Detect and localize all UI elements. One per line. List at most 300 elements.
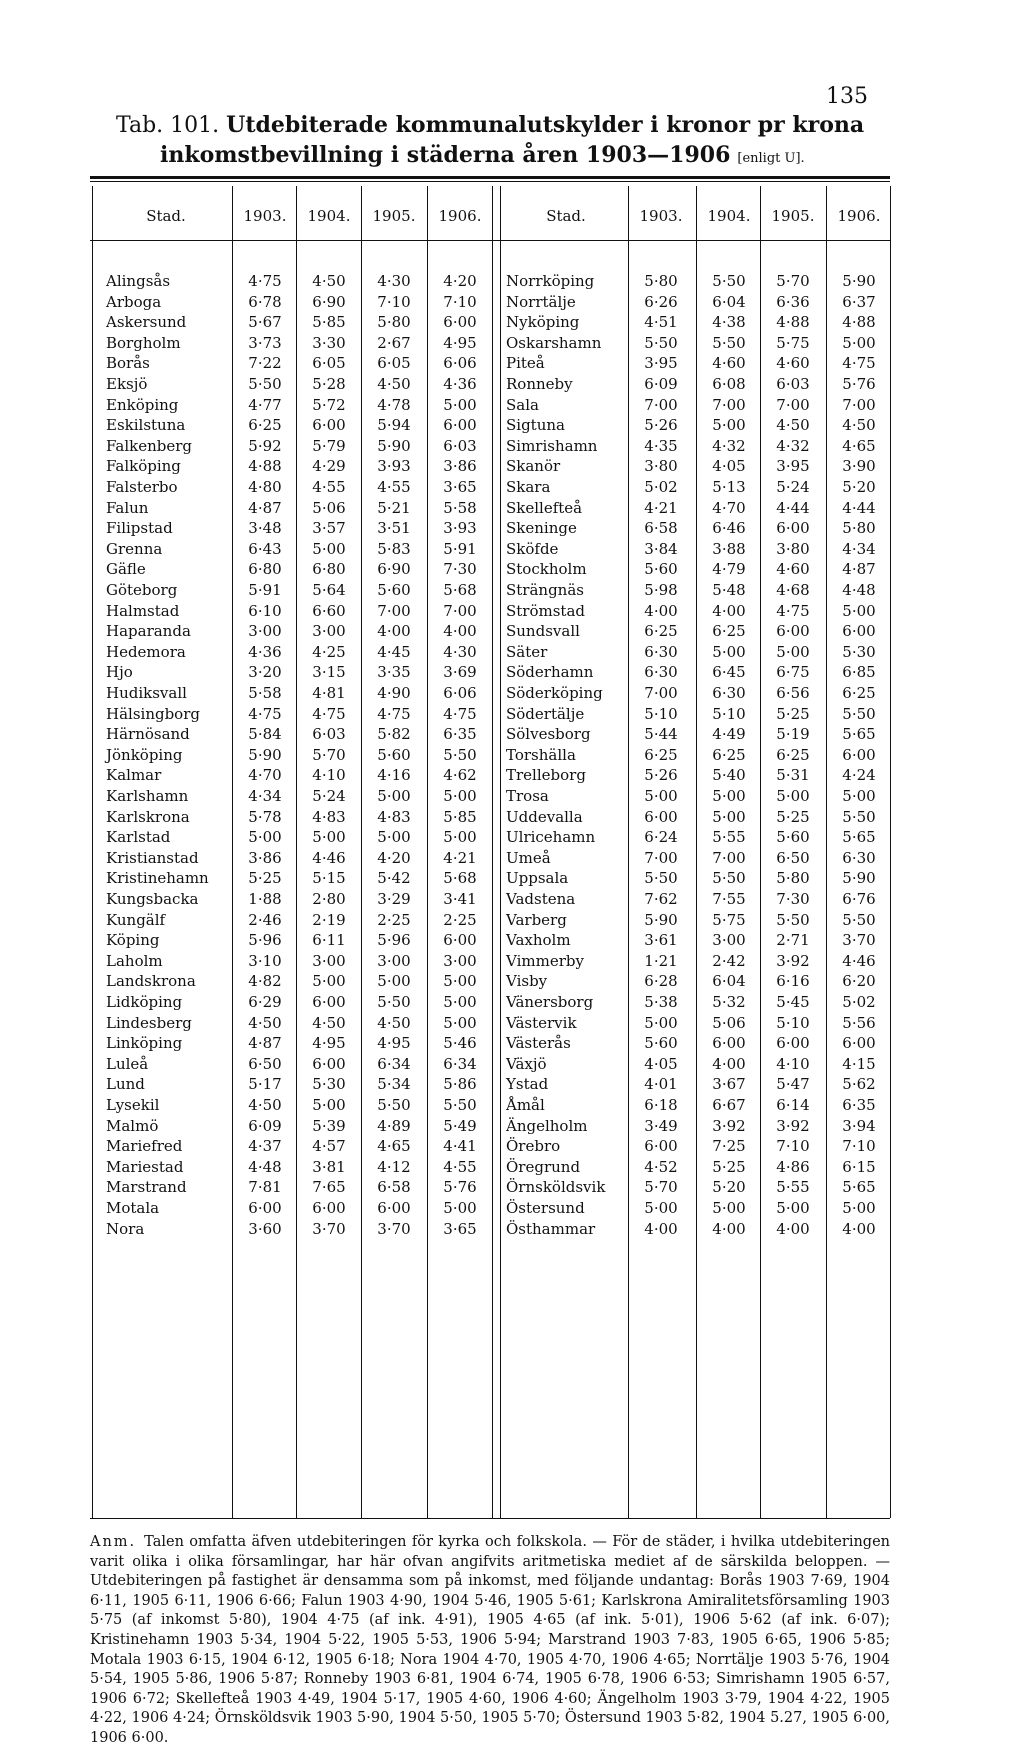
rate-value: 5·55 [776, 1178, 810, 1197]
rate-value: 5·30 [842, 642, 876, 661]
rate-value: 5·49 [443, 1116, 477, 1135]
rate-value: 4·32 [712, 436, 746, 455]
rate-value: 4·60 [776, 560, 810, 579]
rate-value: 6·20 [842, 972, 876, 991]
rate-value: 4·83 [312, 807, 346, 826]
rate-value: 4·50 [842, 416, 876, 435]
table-row [0, 499, 1024, 517]
rate-value: 5·00 [377, 787, 411, 805]
table-row [0, 1117, 1024, 1135]
footnote [90, 1533, 890, 1749]
city-name: Västervik [506, 1013, 577, 1032]
city-name: Landskrona [106, 972, 196, 991]
table-row [0, 787, 1024, 805]
rate-value: 6·09 [248, 1116, 282, 1135]
rate-value: 7·00 [712, 848, 746, 867]
rate-value: 4·44 [776, 498, 810, 517]
rate-value: 6·25 [712, 622, 746, 641]
city-name: Lysekil [106, 1096, 160, 1114]
footnote-label: Anm. [90, 1534, 137, 1550]
rate-value: 3·80 [644, 457, 678, 476]
rate-value: 4·55 [443, 1157, 477, 1176]
rate-value: 6·90 [312, 292, 346, 311]
city-name: Luleå [106, 1054, 149, 1073]
rate-value: 5·65 [842, 828, 876, 847]
rate-value: 4·38 [712, 313, 746, 332]
rate-value: 5·00 [312, 972, 346, 991]
rate-value: 1·88 [248, 890, 282, 908]
rate-value: 5·00 [712, 807, 746, 826]
rate-value: 4·88 [248, 457, 282, 476]
city-name: Umeå [506, 848, 551, 867]
rate-value: 5·00 [443, 1199, 477, 1217]
rate-value: 3·10 [248, 951, 282, 970]
city-name: Eksjö [106, 375, 148, 393]
table-row [0, 725, 1024, 743]
table-row [0, 993, 1024, 1011]
rate-value: 4·75 [443, 704, 477, 723]
rate-value: 6·25 [644, 745, 678, 764]
right-header-year: 1904. [707, 207, 751, 225]
rate-value: 3·84 [644, 539, 678, 558]
rate-value: 4·46 [842, 951, 876, 970]
rate-value: 6·76 [842, 890, 876, 908]
city-name: Askersund [106, 313, 187, 332]
city-name: Uppsala [506, 869, 569, 888]
table-row [0, 766, 1024, 784]
city-name: Filipstad [106, 519, 173, 538]
rate-value: 7·00 [842, 395, 876, 414]
rate-value: 4·81 [312, 684, 346, 702]
city-name: Mariestad [106, 1157, 184, 1176]
rate-value: 4·83 [377, 807, 411, 826]
rate-value: 4·90 [377, 684, 411, 702]
rate-value: 4·57 [312, 1137, 346, 1156]
table-row [0, 663, 1024, 681]
rate-value: 4·50 [248, 1013, 282, 1032]
rate-value: 3·57 [312, 519, 346, 538]
rate-value: 6·11 [312, 931, 346, 950]
rate-value: 2·67 [377, 333, 411, 352]
rate-value: 5·90 [377, 436, 411, 455]
rate-value: 7·00 [644, 395, 678, 414]
city-name: Skanör [506, 457, 561, 476]
rate-value: 7·30 [776, 890, 810, 908]
rate-value: 6·00 [312, 993, 346, 1011]
rate-value: 4·75 [842, 354, 876, 373]
rate-value: 5·80 [776, 869, 810, 888]
city-name: Sölvesborg [506, 725, 591, 744]
rate-value: 2·25 [443, 910, 477, 929]
table-row [0, 808, 1024, 826]
rate-value: 3·29 [377, 890, 411, 908]
city-name: Visby [506, 972, 548, 991]
table-row [0, 1220, 1024, 1238]
rate-value: 3·00 [712, 931, 746, 950]
rate-value: 5·91 [443, 539, 477, 558]
rate-value: 6·58 [644, 519, 678, 538]
city-name: Säter [506, 642, 548, 661]
rate-value: 3·60 [248, 1219, 282, 1238]
rate-value: 4·37 [248, 1137, 282, 1156]
rate-value: 4·46 [312, 848, 346, 867]
rate-value: 4·20 [377, 848, 411, 867]
rate-value: 5·39 [312, 1116, 346, 1135]
rate-value: 5·15 [312, 869, 346, 888]
rate-value: 5·78 [248, 807, 282, 826]
rate-value: 6·46 [712, 519, 746, 538]
rate-value: 5·00 [712, 416, 746, 435]
rate-value: 6·56 [776, 684, 810, 702]
city-name: Uddevalla [506, 807, 583, 826]
rate-value: 4·12 [377, 1157, 411, 1176]
rate-value: 3·86 [248, 848, 282, 867]
rate-value: 5·50 [377, 1096, 411, 1114]
rate-value: 4·79 [712, 560, 746, 579]
rate-value: 5·80 [842, 519, 876, 538]
rate-value: 3·70 [842, 931, 876, 950]
rate-value: 6·30 [644, 663, 678, 682]
rate-value: 7·30 [443, 560, 477, 579]
rate-value: 4·55 [312, 478, 346, 496]
rate-value: 4·70 [712, 498, 746, 517]
city-name: Örebro [506, 1137, 561, 1156]
rate-value: 3·94 [842, 1116, 876, 1135]
rate-value: 4·77 [248, 395, 282, 414]
rate-value: 3·51 [377, 519, 411, 538]
city-name: Falköping [106, 457, 181, 476]
rate-value: 6·06 [443, 354, 477, 373]
rate-value: 6·06 [443, 684, 477, 702]
rate-value: 4·50 [776, 416, 810, 435]
rate-value: 4·82 [248, 972, 282, 991]
rate-value: 4·95 [443, 333, 477, 352]
rate-value: 4·68 [776, 581, 810, 599]
rate-value: 6·34 [443, 1054, 477, 1073]
rate-value: 5·96 [377, 931, 411, 950]
rate-value: 3·00 [377, 951, 411, 970]
rate-value: 3·80 [776, 539, 810, 558]
city-name: Skellefteå [506, 498, 583, 517]
rate-value: 5·75 [776, 333, 810, 352]
city-name: Falkenberg [106, 436, 193, 455]
rate-value: 4·87 [248, 1034, 282, 1053]
rate-value: 7·81 [248, 1178, 282, 1197]
rate-value: 7·00 [776, 395, 810, 414]
rate-value: 3·93 [443, 519, 477, 538]
rate-value: 5·58 [248, 684, 282, 702]
rate-value: 3·73 [248, 333, 282, 352]
rate-value: 7·55 [712, 890, 746, 908]
rate-value: 4·24 [842, 766, 876, 785]
rate-value: 4·45 [377, 642, 411, 661]
rate-value: 5·60 [644, 1034, 678, 1053]
rate-value: 5·00 [842, 787, 876, 805]
left-header-year: 1903. [243, 207, 287, 225]
rate-value: 5·79 [312, 436, 346, 455]
left-header-year: 1904. [307, 207, 351, 225]
rate-value: 6·00 [712, 1034, 746, 1053]
city-name: Nyköping [506, 313, 580, 332]
rate-value: 3·30 [312, 333, 346, 352]
rate-value: 6·50 [248, 1054, 282, 1073]
table-row [0, 437, 1024, 455]
rate-value: 6·37 [842, 292, 876, 311]
rate-value: 4·75 [377, 704, 411, 723]
table-row [0, 375, 1024, 393]
city-name: Göteborg [106, 581, 178, 599]
rate-value: 5·50 [248, 375, 282, 393]
table-row [0, 622, 1024, 640]
rate-value: 5·00 [712, 642, 746, 661]
rate-value: 3·00 [248, 622, 282, 641]
rate-value: 7·65 [312, 1178, 346, 1197]
city-name: Borås [106, 354, 150, 373]
city-name: Trosa [506, 787, 549, 805]
rate-value: 4·60 [776, 354, 810, 373]
table-row [0, 416, 1024, 434]
rate-value: 6·58 [377, 1178, 411, 1197]
rate-value: 4·15 [842, 1054, 876, 1073]
rate-value: 5·00 [312, 828, 346, 847]
rate-value: 6·18 [644, 1096, 678, 1114]
table-row [0, 1014, 1024, 1032]
rate-value: 5·50 [712, 272, 746, 290]
rate-value: 5·19 [776, 725, 810, 744]
rate-value: 4·87 [248, 498, 282, 517]
table-title [116, 112, 864, 138]
rate-value: 4·70 [248, 766, 282, 785]
rate-value: 4·86 [776, 1157, 810, 1176]
city-name: Sköfde [506, 539, 559, 558]
city-name: Kalmar [106, 766, 162, 785]
city-name: Trelleborg [506, 766, 586, 785]
rate-value: 3·65 [443, 478, 477, 496]
rate-value: 7·10 [776, 1137, 810, 1156]
city-name: Linköping [106, 1034, 183, 1053]
table-row [0, 746, 1024, 764]
city-name: Malmö [106, 1116, 159, 1135]
city-name: Kristinehamn [106, 869, 209, 888]
rate-value: 3·70 [312, 1219, 346, 1238]
rate-value: 6·25 [248, 416, 282, 435]
rate-value: 5·80 [377, 313, 411, 332]
city-name: Enköping [106, 395, 179, 414]
rate-value: 4·21 [443, 848, 477, 867]
rate-value: 6·24 [644, 828, 678, 847]
table-row [0, 396, 1024, 414]
city-name: Arboga [106, 292, 162, 311]
city-name: Falun [106, 498, 149, 517]
table-number: Tab. 101. [116, 113, 220, 138]
rate-value: 6·67 [712, 1096, 746, 1114]
rate-value: 6·03 [776, 375, 810, 393]
city-name: Skara [506, 478, 551, 496]
rate-value: 3·88 [712, 539, 746, 558]
city-name: Motala [106, 1199, 160, 1217]
rate-value: 5·50 [842, 910, 876, 929]
rate-value: 5·68 [443, 581, 477, 599]
rate-value: 4·41 [443, 1137, 477, 1156]
rate-value: 5·50 [776, 910, 810, 929]
rate-value: 4·75 [248, 272, 282, 290]
rate-value: 6·34 [377, 1054, 411, 1073]
city-name: Hedemora [106, 642, 186, 661]
city-name: Hudiksvall [106, 684, 187, 702]
rate-value: 4·00 [776, 1219, 810, 1238]
rate-value: 6·03 [443, 436, 477, 455]
rate-value: 5·00 [712, 787, 746, 805]
rate-value: 5·84 [248, 725, 282, 744]
rate-value: 4·65 [377, 1137, 411, 1156]
rate-value: 7·10 [377, 292, 411, 311]
rate-value: 5·76 [443, 1178, 477, 1197]
rate-value: 6·29 [248, 993, 282, 1011]
rate-value: 5·82 [377, 725, 411, 744]
city-name: Jönköping [106, 745, 183, 764]
rate-value: 5·02 [644, 478, 678, 496]
rate-value: 5·50 [644, 333, 678, 352]
rate-value: 4·51 [644, 313, 678, 332]
table-row [0, 334, 1024, 352]
rate-value: 4·20 [443, 272, 477, 290]
rate-value: 3·92 [712, 1116, 746, 1135]
city-name: Vadstena [506, 890, 576, 908]
city-name: Gäfle [106, 560, 146, 579]
rate-value: 6·05 [312, 354, 346, 373]
rate-value: 4·95 [312, 1034, 346, 1053]
rate-value: 3·95 [644, 354, 678, 373]
rate-value: 7·00 [644, 848, 678, 867]
city-name: Östhammar [506, 1219, 596, 1238]
table-row [0, 560, 1024, 578]
rate-value: 5·00 [842, 601, 876, 620]
rate-value: 4·35 [644, 436, 678, 455]
rate-value: 2·19 [312, 910, 346, 929]
rate-value: 5·38 [644, 993, 678, 1011]
rate-value: 6·00 [312, 1054, 346, 1073]
city-name: Östersund [506, 1199, 585, 1217]
rate-value: 4·87 [842, 560, 876, 579]
rate-value: 5·00 [776, 787, 810, 805]
rate-value: 4·00 [377, 622, 411, 641]
rate-value: 5·72 [312, 395, 346, 414]
rate-value: 6·90 [377, 560, 411, 579]
city-name: Torshälla [506, 745, 576, 764]
rate-value: 5·26 [644, 416, 678, 435]
rate-value: 5·58 [443, 498, 477, 517]
city-name: Piteå [506, 354, 545, 373]
rate-value: 4·34 [248, 787, 282, 805]
city-name: Simrishamn [506, 436, 598, 455]
rate-value: 5·25 [776, 704, 810, 723]
title-line-2: inkomstbevillning i städerna åren 1903—1906 [160, 142, 731, 168]
rate-value: 3·81 [312, 1157, 346, 1176]
city-name: Växjö [506, 1054, 547, 1073]
rate-value: 5·20 [712, 1178, 746, 1197]
rate-value: 5·00 [312, 1096, 346, 1114]
rate-value: 5·70 [312, 745, 346, 764]
table-row [0, 869, 1024, 887]
rate-value: 4·25 [312, 642, 346, 661]
table-row [0, 1034, 1024, 1052]
rate-value: 5·62 [842, 1075, 876, 1094]
rate-value: 5·00 [443, 993, 477, 1011]
rate-value: 5·85 [312, 313, 346, 332]
rate-value: 4·16 [377, 766, 411, 785]
rate-value: 3·92 [776, 1116, 810, 1135]
rate-value: 5·64 [312, 581, 346, 599]
rate-value: 2·25 [377, 910, 411, 929]
rate-value: 6·00 [312, 416, 346, 435]
rate-value: 6·00 [842, 1034, 876, 1053]
rate-value: 5·00 [842, 333, 876, 352]
rate-value: 6·14 [776, 1096, 810, 1114]
rate-value: 5·24 [312, 787, 346, 805]
left-header-city: Stad. [146, 207, 186, 225]
rate-value: 5·00 [443, 395, 477, 414]
rate-value: 5·06 [312, 498, 346, 517]
rate-value: 5·42 [377, 869, 411, 888]
city-name: Ängelholm [506, 1116, 588, 1135]
rate-value: 5·00 [443, 828, 477, 847]
city-name: Kungälf [106, 910, 166, 929]
rate-value: 5·70 [644, 1178, 678, 1197]
rate-value: 4·00 [712, 1219, 746, 1238]
rate-value: 4·80 [248, 478, 282, 496]
rate-value: 6·30 [842, 848, 876, 867]
rate-value: 6·08 [712, 375, 746, 393]
rate-value: 4·50 [377, 1013, 411, 1032]
rate-value: 3·00 [312, 951, 346, 970]
footnote-text: Talen omfatta äfven utdebiteringen för kyrka och folkskola. — För de städer, i hvilka utdebiteringen varit olika i olika församlingar, har här ofvan angifvits aritmetiska mediet af de särskilda beloppen. — Utdebiteringen på fastighet är densamma som på inkomst, med följande undantag: Borås 1903 7·69, 1904 6·11, 1905 6·11, 1906 6·66; Falun 1903 4·90, 1904 5·46, 1905 5·61; Karlskrona Amiralitetsförsamling 1903 5·75 (af inkomst 5·80), 1904 4·75 (af ink. 4·91), 1905 4·65 (af ink. 5·01), 1906 5·62 (af ink. 6·07); Kristinehamn 1903 5·34, 1904 5·22, 1905 5·53, 1906 5·94; Marstrand 1903 7·83, 1905 6·65, 1906 5·85; Motala 1903 6·15, 1904 6·12, 1905 6·18; Nora 1904 4·70, 1905 4·70, 1906 4·65; Norrtälje 1903 5·76, 1904 5·54, 1905 5·86, 1906 5·87; Ronneby 1903 6·81, 1904 6·74, 1905 6·78, 1906 6·53; Simrishamn 1905 6·57, 1906 6·72; Skellefteå 1903 4·49, 1904 5·17, 1905 4·60, 1906 4·60; Ängelholm 1903 3·79, 1904 4·22, 1905 4·22, 1906 4·24; Örnsköldsvik 1903 5·90, 1904 5·50, 1905 5·70; Östersund 1903 5·82, 1904 5.27, 1905 6·00, 1906 6·00. [90, 1534, 890, 1746]
rate-value: 6·16 [776, 972, 810, 991]
rate-value: 6·10 [248, 601, 282, 620]
city-name: Stockholm [506, 560, 587, 579]
rate-value: 5·00 [776, 1199, 810, 1217]
rate-value: 5·90 [842, 869, 876, 888]
rate-value: 6·04 [712, 292, 746, 311]
city-name: Vimmerby [506, 951, 584, 970]
rate-value: 5·00 [644, 1199, 678, 1217]
rate-value: 4·00 [712, 601, 746, 620]
rate-value: 5·65 [842, 1178, 876, 1197]
city-name: Strängnäs [506, 581, 584, 599]
rate-value: 6·00 [443, 313, 477, 332]
rate-value: 5·90 [644, 910, 678, 929]
city-name: Åmål [506, 1096, 545, 1114]
rate-value: 4·34 [842, 539, 876, 558]
rate-value: 4·75 [312, 704, 346, 723]
table-row [0, 581, 1024, 599]
city-name: Köping [106, 931, 160, 950]
rate-value: 4·50 [312, 272, 346, 290]
city-name: Karlshamn [106, 787, 189, 805]
rate-value: 7·22 [248, 354, 282, 373]
rate-value: 4·21 [644, 498, 678, 517]
city-name: Söderköping [506, 684, 603, 702]
rate-value: 5·50 [443, 1096, 477, 1114]
rate-value: 6·00 [842, 745, 876, 764]
table-row [0, 293, 1024, 311]
city-name: Nora [106, 1219, 145, 1238]
rate-value: 7·00 [443, 601, 477, 620]
rate-value: 6·60 [312, 601, 346, 620]
rate-value: 5·00 [377, 972, 411, 991]
rate-value: 6·00 [842, 622, 876, 641]
rate-value: 5·00 [443, 1013, 477, 1032]
city-name: Karlstad [106, 828, 171, 847]
